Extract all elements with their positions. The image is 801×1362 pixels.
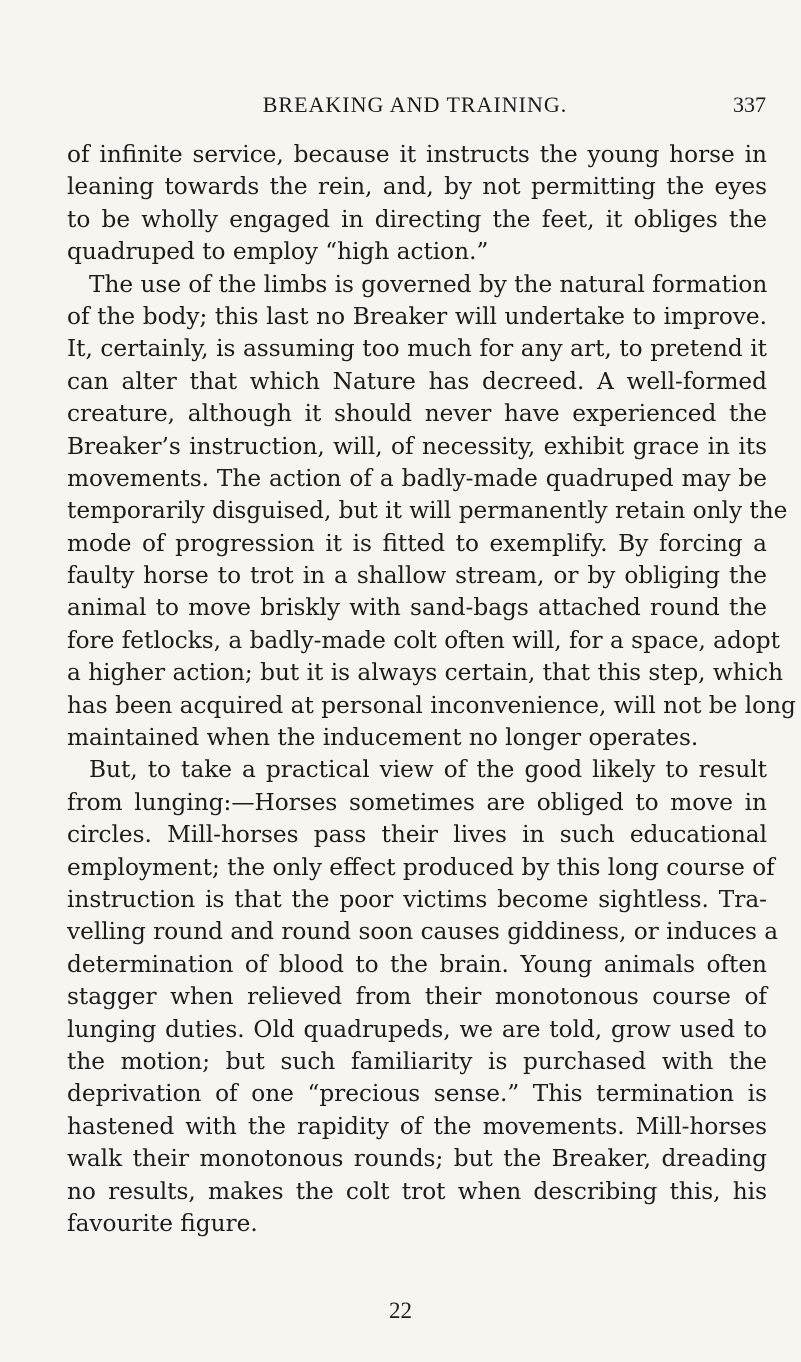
text-line: employment; the only effect produced by this long course of [67, 853, 775, 881]
text-line: can alter that which Nature has decreed. A well-formed [67, 367, 767, 395]
text-line: the motion; but such familiarity is purchased with the [67, 1047, 767, 1075]
signature-mark: 22 [389, 1298, 412, 1323]
text-line: circles. Mill-horses pass their lives in such educational [67, 821, 767, 849]
page-header [58, 92, 772, 122]
text-line: movements. The action of a badly-made quadruped may be [67, 464, 767, 492]
text-line: instruction is that the poor victims become sightless. Tra- [67, 885, 767, 913]
text-line: maintained when the inducement no longer operates. [67, 724, 699, 752]
text-line: creature, although it should never have experienced the [67, 400, 767, 428]
body-text [67, 139, 796, 1240]
running-head: BREAKING AND TRAINING. [262, 92, 568, 117]
text-line: Breaker’s instruction, will, of necessity, exhibit grace in its [67, 432, 767, 460]
text-line: faulty horse to trot in a shallow stream, or by obliging the [67, 562, 767, 590]
page-number: 337 [733, 92, 766, 117]
text-line: a higher action; but it is always certain, that this step, which [67, 659, 784, 687]
text-line: leaning towards the rein, and, by not permitting the eyes [67, 173, 767, 201]
text-line: animal to move briskly with sand-bags attached round the [67, 594, 767, 622]
text-line: quadruped to employ “high action.” [67, 238, 489, 266]
text-line: But, to take a practical view of the good likely to result [89, 756, 767, 784]
text-line: from lunging:—Horses sometimes are obliged to move in [67, 788, 767, 816]
text-line: temporarily disguised, but it will permanently retain only the [67, 497, 788, 525]
text-line: mode of progression it is fitted to exemplify. By forcing a [67, 529, 767, 557]
text-line: determination of blood to the brain. Young animals often [67, 950, 767, 978]
text-line: fore fetlocks, a badly-made colt often will, for a space, adopt [67, 626, 780, 654]
text-line: no results, makes the colt trot when describing this, his [67, 1177, 767, 1205]
text-line: It, certainly, is assuming too much for any art, to pretend it [67, 335, 767, 363]
text-line: walk their monotonous rounds; but the Breaker, dreading [67, 1145, 767, 1173]
text-line: to be wholly engaged in directing the feet, it obliges the [67, 205, 767, 233]
text-line: lunging duties. Old quadrupeds, we are told, grow used to [67, 1015, 767, 1043]
text-line: hastened with the rapidity of the movements. Mill-horses [67, 1112, 767, 1140]
text-line: deprivation of one “precious sense.” This termination is [67, 1080, 767, 1108]
text-line: of infinite service, because it instructs the young horse in [67, 141, 767, 168]
text-line: has been acquired at personal inconvenience, will not be long [67, 691, 796, 719]
text-line: The use of the limbs is governed by the natural formation [89, 270, 768, 298]
text-line: stagger when relieved from their monotonous course of [67, 983, 767, 1011]
text-line: of the body; this last no Breaker will undertake to improve. [67, 302, 767, 330]
text-line: favourite figure. [67, 1209, 258, 1237]
text-line: velling round and round soon causes giddiness, or induces a [67, 918, 779, 946]
